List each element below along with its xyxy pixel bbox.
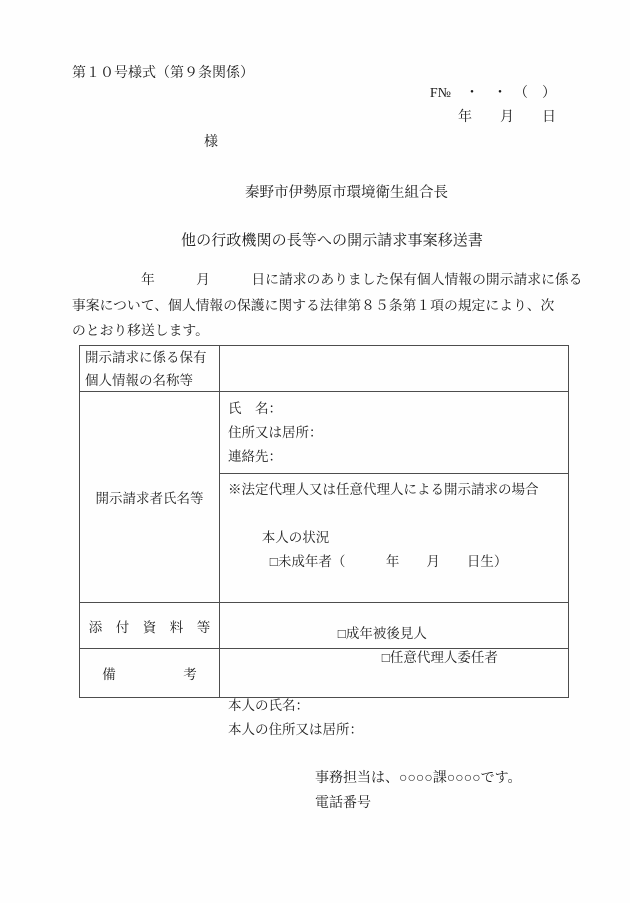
request-info-value-cell [220, 346, 568, 392]
request-info-label: 開示請求に係る保有個人情報の名称等 [80, 346, 220, 392]
principal-status-label: 本人の状況 [261, 530, 330, 545]
form-table [79, 345, 569, 737]
checkbox-minor: □未成年者（ 年 月 日生） [269, 554, 508, 569]
paragraph-line-3: のとおり移送します。 [72, 323, 209, 338]
principal-name-field: 本人の氏名： [228, 698, 309, 713]
requester-address-field: 住所又は居所： [228, 425, 323, 440]
remarks-label: 備 考 [80, 649, 220, 697]
requester-contact-field: 連絡先： [228, 449, 282, 464]
checkbox-adult-ward: □成年被後見人 [337, 626, 427, 641]
office-contact-line: 事務担当は、○○○○課○○○○です。 [315, 771, 522, 786]
requester-label: 開示請求者氏名等 [80, 392, 220, 603]
principal-status-line [228, 502, 560, 598]
attachments-label: 添 付 資 料 等 [80, 603, 220, 649]
requester-value-cell [220, 392, 568, 737]
footer [315, 766, 522, 816]
requester-name-field: 氏 名： [228, 401, 282, 416]
paragraph-line-1: 年 月 日に請求のありました保有個人情報の開示請求に係る [72, 272, 583, 287]
addressee-suffix: 様 [204, 135, 218, 150]
doc-number-line: F№ ・ ・ （ ） [429, 86, 556, 101]
attachments-value-cell [220, 603, 568, 649]
remarks-value-cell [220, 649, 568, 697]
principal-address-field: 本人の住所又は居所： [228, 722, 363, 737]
requester-fields [220, 392, 568, 474]
checkbox-voluntary-proxy: □任意代理人委任者 [381, 650, 498, 665]
recipient-title: 秦野市伊勢原市環境衛生組合長 [245, 185, 448, 201]
date-line: 年 月 日 [458, 110, 556, 125]
body-paragraph [72, 267, 583, 344]
proxy-note: ※法定代理人又は任意代理人による開示請求の場合 [228, 482, 539, 497]
paragraph-line-2: 事案について、個人情報の保護に関する法律第８５条第１項の規定により、次 [72, 297, 555, 313]
document-title: 他の行政機関の長等への開示請求事案移送書 [181, 233, 484, 249]
phone-label: 電話番号 [315, 796, 371, 811]
form-number: 第１０号様式（第９条関係） [72, 66, 254, 81]
